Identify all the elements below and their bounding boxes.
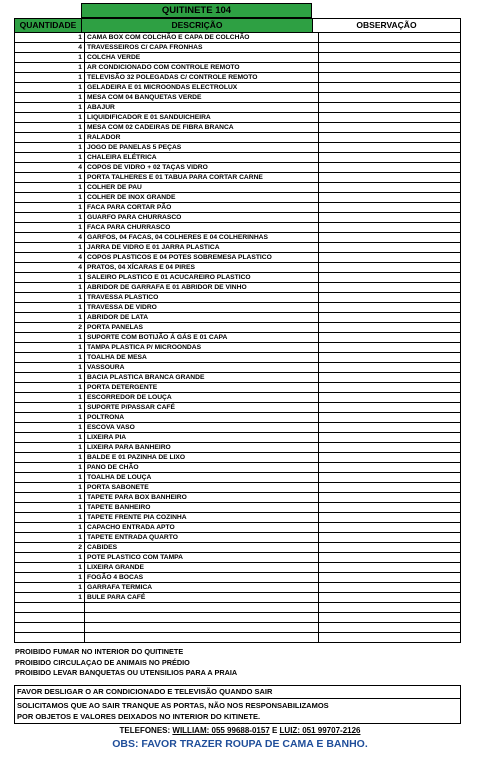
item-quantity: 1 [15, 293, 85, 303]
item-observation [319, 133, 461, 143]
table-row [15, 443, 461, 453]
item-observation [319, 633, 461, 643]
table-row [15, 373, 461, 383]
item-description: GARFOS, 04 FACAS, 04 COLHERES E 04 COLHERINHAS [85, 233, 319, 243]
item-description: SALEIRO PLASTICO E 01 ACUCAREIRO PLASTICO [85, 273, 319, 283]
item-quantity: 1 [15, 583, 85, 593]
table-row [15, 383, 461, 393]
item-observation [319, 363, 461, 373]
notice-line-doors: SOLICITAMOS QUE AO SAIR TRANQUE AS PORTAS, NÃO NOS RESPONSABILIZAMOS POR OBJETOS E VALORES DEIXADOS NO INTERIOR DO KITINETE. [17, 701, 329, 721]
item-description: TAPETE ENTRADA QUARTO [85, 533, 319, 543]
item-observation [319, 523, 461, 533]
item-description [85, 623, 319, 633]
rule-line: PROIBIDO CIRCULAÇAO DE ANIMAIS NO PRÉDIO [15, 657, 190, 667]
item-description: ESCOVA VASO [85, 423, 319, 433]
phone-luiz: LUIZ: 051 99707-2126 [279, 726, 361, 735]
item-observation [319, 533, 461, 543]
item-observation [319, 453, 461, 463]
item-quantity: 1 [15, 573, 85, 583]
item-description: PORTA TALHERES E 01 TABUA PARA CORTAR CARNE [85, 173, 319, 183]
item-observation [319, 33, 461, 43]
table-row [15, 243, 461, 253]
rule-line: PROIBIDO FUMAR NO INTERIOR DO QUITINETE [15, 647, 184, 656]
item-observation [319, 353, 461, 363]
item-description: JOGO DE PANELAS 5 PEÇAS [85, 143, 319, 153]
item-observation [319, 483, 461, 493]
table-row [15, 263, 461, 273]
item-quantity: 4 [15, 253, 85, 263]
item-quantity: 1 [15, 273, 85, 283]
table-row [15, 73, 461, 83]
table-row [15, 423, 461, 433]
item-description: LIXEIRA PIA [85, 433, 319, 443]
table-row [15, 503, 461, 513]
item-observation [319, 583, 461, 593]
table-row [15, 493, 461, 503]
table-row [15, 523, 461, 533]
item-description: FACA PARA CORTAR PÃO [85, 203, 319, 213]
sheet-title: QUITINETE 104 [81, 3, 312, 18]
table-row [15, 353, 461, 363]
table-row [15, 213, 461, 223]
item-description: TRAVESSA PLASTICO [85, 293, 319, 303]
item-quantity: 1 [15, 243, 85, 253]
item-quantity: 1 [15, 123, 85, 133]
item-description: TAPETE PARA BOX BANHEIRO [85, 493, 319, 503]
item-observation [319, 153, 461, 163]
item-quantity: 1 [15, 363, 85, 373]
item-quantity [15, 613, 85, 623]
item-description: COLHER DE INOX GRANDE [85, 193, 319, 203]
item-quantity: 1 [15, 443, 85, 453]
item-description [85, 603, 319, 613]
item-quantity: 1 [15, 53, 85, 63]
item-quantity: 1 [15, 373, 85, 383]
item-observation [319, 53, 461, 63]
item-observation [319, 43, 461, 53]
item-observation [319, 323, 461, 333]
item-observation [319, 433, 461, 443]
item-description: CHALEIRA ELÉTRICA [85, 153, 319, 163]
header-quantity: QUANTIDADE [15, 19, 82, 32]
item-description: COLCHA VERDE [85, 53, 319, 63]
item-observation [319, 603, 461, 613]
header-description: DESCRIÇÃO [82, 19, 313, 32]
phones-label: TELEFONES: [119, 726, 173, 735]
item-observation [319, 553, 461, 563]
table-row [15, 53, 461, 63]
item-quantity [15, 623, 85, 633]
table-row [15, 203, 461, 213]
item-observation [319, 333, 461, 343]
item-description: BALDE E 01 PAZINHA DE LIXO [85, 453, 319, 463]
item-observation [319, 233, 461, 243]
table-row [15, 563, 461, 573]
item-observation [319, 93, 461, 103]
item-observation [319, 403, 461, 413]
table-row [15, 593, 461, 603]
table-row [15, 403, 461, 413]
item-observation [319, 163, 461, 173]
table-row [15, 233, 461, 243]
item-observation [319, 543, 461, 553]
rules-list [15, 647, 237, 679]
table-row [15, 273, 461, 283]
item-description: PORTA SABONETE [85, 483, 319, 493]
item-observation [319, 273, 461, 283]
item-description: BACIA PLASTICA BRANCA GRANDE [85, 373, 319, 383]
item-observation [319, 213, 461, 223]
item-observation [319, 243, 461, 253]
item-description: COPOS DE VIDRO + 02 TAÇAS VIDRO [85, 163, 319, 173]
item-observation [319, 303, 461, 313]
item-observation [319, 493, 461, 503]
item-quantity: 1 [15, 133, 85, 143]
notice-box [14, 685, 461, 724]
item-quantity: 1 [15, 413, 85, 423]
item-quantity: 1 [15, 173, 85, 183]
item-quantity: 1 [15, 93, 85, 103]
table-row [15, 163, 461, 173]
item-quantity: 1 [15, 503, 85, 513]
item-quantity: 1 [15, 383, 85, 393]
item-description: COPOS PLASTICOS E 04 POTES SOBREMESA PLASTICO [85, 253, 319, 263]
item-observation [319, 513, 461, 523]
item-quantity: 1 [15, 453, 85, 463]
item-quantity: 1 [15, 73, 85, 83]
item-description [85, 613, 319, 623]
item-observation [319, 223, 461, 233]
item-observation [319, 413, 461, 423]
table-row [15, 223, 461, 233]
items-table [14, 32, 461, 643]
item-quantity: 1 [15, 563, 85, 573]
table-row [15, 143, 461, 153]
table-row [15, 483, 461, 493]
item-quantity: 1 [15, 303, 85, 313]
item-quantity: 1 [15, 523, 85, 533]
item-quantity: 1 [15, 63, 85, 73]
item-description: TRAVESSEIROS C/ CAPA FRONHAS [85, 43, 319, 53]
item-observation [319, 373, 461, 383]
table-row [15, 103, 461, 113]
item-quantity: 1 [15, 553, 85, 563]
item-description: GELADEIRA E 01 MICROONDAS ELECTROLUX [85, 83, 319, 93]
item-quantity: 1 [15, 33, 85, 43]
notice-line-ac: FAVOR DESLIGAR O AR CONDICIONADO E TELEVISÃO QUANDO SAIR [15, 686, 460, 699]
table-row [15, 583, 461, 593]
item-description: ABAJUR [85, 103, 319, 113]
table-row [15, 473, 461, 483]
item-quantity: 1 [15, 493, 85, 503]
obs-note: OBS: FAVOR TRAZER ROUPA DE CAMA E BANHO. [112, 738, 368, 750]
item-quantity: 1 [15, 423, 85, 433]
item-observation [319, 183, 461, 193]
item-description: GARRAFA TERMICA [85, 583, 319, 593]
item-quantity: 1 [15, 193, 85, 203]
item-quantity: 1 [15, 313, 85, 323]
item-description [85, 633, 319, 643]
item-observation [319, 293, 461, 303]
table-row [15, 183, 461, 193]
item-description: CAMA BOX COM COLCHÃO E CAPA DE COLCHÃO [85, 33, 319, 43]
item-description: JARRA DE VIDRO E 01 JARRA PLASTICA [85, 243, 319, 253]
item-quantity: 1 [15, 403, 85, 413]
table-row [15, 253, 461, 263]
table-row [15, 123, 461, 133]
item-quantity: 1 [15, 343, 85, 353]
item-observation [319, 113, 461, 123]
item-observation [319, 263, 461, 273]
item-description: ABRIDOR DE GARRAFA E 01 ABRIDOR DE VINHO [85, 283, 319, 293]
item-description: TOALHA DE LOUÇA [85, 473, 319, 483]
item-description: COLHER DE PAU [85, 183, 319, 193]
table-row [15, 333, 461, 343]
table-row [15, 33, 461, 43]
item-observation [319, 343, 461, 353]
item-observation [319, 173, 461, 183]
table-row [15, 193, 461, 203]
table-row [15, 153, 461, 163]
table-row [15, 613, 461, 623]
item-observation [319, 463, 461, 473]
table-row [15, 343, 461, 353]
table-row [15, 453, 461, 463]
table-row [15, 553, 461, 563]
table-row [15, 633, 461, 643]
item-observation [319, 623, 461, 633]
phone-numbers: TELEFONES: WILLIAM: 055 99688-0157 E LUIZ: 051 99707-2126 [119, 726, 361, 735]
item-description: TAMPA PLASTICA P/ MICROONDAS [85, 343, 319, 353]
item-observation [319, 193, 461, 203]
item-description: LIXEIRA GRANDE [85, 563, 319, 573]
title-row [14, 3, 461, 18]
table-row [15, 463, 461, 473]
table-row [15, 93, 461, 103]
item-description: CABIDES [85, 543, 319, 553]
item-observation [319, 503, 461, 513]
item-quantity: 1 [15, 153, 85, 163]
item-description: VASSOURA [85, 363, 319, 373]
item-observation [319, 593, 461, 603]
table-row [15, 63, 461, 73]
item-observation [319, 393, 461, 403]
item-observation [319, 143, 461, 153]
table-row [15, 623, 461, 633]
rule-line: PROIBIDO LEVAR BANQUETAS OU UTENSILIOS PARA A PRAIA [15, 668, 238, 677]
item-quantity: 1 [15, 83, 85, 93]
item-quantity: 4 [15, 233, 85, 243]
phone-william: WILLIAM: 055 99688-0157 [172, 726, 270, 735]
item-observation [319, 283, 461, 293]
item-quantity: 4 [15, 263, 85, 273]
item-description: FACA PARA CHURRASCO [85, 223, 319, 233]
table-row [15, 133, 461, 143]
item-description: PANO DE CHÃO [85, 463, 319, 473]
table-row [15, 83, 461, 93]
table-row [15, 513, 461, 523]
item-observation [319, 573, 461, 583]
item-quantity: 1 [15, 463, 85, 473]
item-description: LIXEIRA PARA BANHEIRO [85, 443, 319, 453]
table-row [15, 543, 461, 553]
item-description: AR CONDICIONADO COM CONTROLE REMOTO [85, 63, 319, 73]
table-row [15, 303, 461, 313]
item-description: ABRIDOR DE LATA [85, 313, 319, 323]
table-row [15, 413, 461, 423]
table-header [14, 18, 461, 32]
item-quantity: 1 [15, 433, 85, 443]
table-row [15, 313, 461, 323]
table-row [15, 603, 461, 613]
item-description: ESCORREDOR DE LOUÇA [85, 393, 319, 403]
item-observation [319, 83, 461, 93]
table-row [15, 43, 461, 53]
item-quantity [15, 603, 85, 613]
item-description: SUPORTE P/PASSAR CAFÉ [85, 403, 319, 413]
item-description: SUPORTE COM BOTIJÃO Á GÁS E 01 CAPA [85, 333, 319, 343]
item-quantity: 1 [15, 593, 85, 603]
table-row [15, 283, 461, 293]
item-quantity: 1 [15, 393, 85, 403]
item-description: PORTA DETERGENTE [85, 383, 319, 393]
item-quantity: 1 [15, 103, 85, 113]
item-observation [319, 473, 461, 483]
item-quantity: 1 [15, 353, 85, 363]
table-row [15, 433, 461, 443]
item-description: RALADOR [85, 133, 319, 143]
item-quantity: 1 [15, 113, 85, 123]
item-quantity: 1 [15, 513, 85, 523]
item-quantity: 1 [15, 333, 85, 343]
item-description: PORTA PANELAS [85, 323, 319, 333]
item-quantity: 1 [15, 533, 85, 543]
table-row [15, 573, 461, 583]
item-quantity: 4 [15, 163, 85, 173]
table-row [15, 323, 461, 333]
item-quantity: 4 [15, 43, 85, 53]
item-observation [319, 63, 461, 73]
item-description: TAPETE FRENTE PIA COZINHA [85, 513, 319, 523]
table-row [15, 173, 461, 183]
item-quantity: 1 [15, 223, 85, 233]
item-description: LIQUIDIFICADOR E 01 SANDUICHEIRA [85, 113, 319, 123]
item-quantity: 2 [15, 323, 85, 333]
item-observation [319, 383, 461, 393]
table-row [15, 363, 461, 373]
item-description: MESA COM 04 BANQUETAS VERDE [85, 93, 319, 103]
item-observation [319, 563, 461, 573]
item-observation [319, 443, 461, 453]
item-observation [319, 313, 461, 323]
item-observation [319, 73, 461, 83]
item-description: TOALHA DE MESA [85, 353, 319, 363]
item-description: TRAVESSA DE VIDRO [85, 303, 319, 313]
inventory-sheet [14, 3, 461, 643]
table-row [15, 533, 461, 543]
item-quantity: 1 [15, 283, 85, 293]
item-quantity: 1 [15, 203, 85, 213]
item-observation [319, 253, 461, 263]
item-description: POTE PLASTICO COM TAMPA [85, 553, 319, 563]
item-quantity [15, 633, 85, 643]
item-description: MESA COM 02 CADEIRAS DE FIBRA BRANCA [85, 123, 319, 133]
item-observation [319, 103, 461, 113]
item-observation [319, 613, 461, 623]
item-observation [319, 203, 461, 213]
table-row [15, 293, 461, 303]
header-observation: OBSERVAÇÃO [313, 19, 460, 32]
table-row [15, 393, 461, 403]
item-description: POLTRONA [85, 413, 319, 423]
item-observation [319, 423, 461, 433]
item-description: CAPACHO ENTRADA APTO [85, 523, 319, 533]
item-quantity: 1 [15, 183, 85, 193]
item-quantity: 1 [15, 473, 85, 483]
item-description: PRATOS, 04 XÍCARAS E 04 PIRES [85, 263, 319, 273]
item-observation [319, 123, 461, 133]
item-quantity: 1 [15, 483, 85, 493]
item-description: FOGÃO 4 BOCAS [85, 573, 319, 583]
item-quantity: 1 [15, 143, 85, 153]
item-description: BULE PARA CAFÉ [85, 593, 319, 603]
item-description: GUARFO PARA CHURRASCO [85, 213, 319, 223]
item-quantity: 2 [15, 543, 85, 553]
item-description: TAPETE BANHEIRO [85, 503, 319, 513]
item-quantity: 1 [15, 213, 85, 223]
item-description: TELEVISÃO 32 POLEGADAS C/ CONTROLE REMOTO [85, 73, 319, 83]
table-row [15, 113, 461, 123]
